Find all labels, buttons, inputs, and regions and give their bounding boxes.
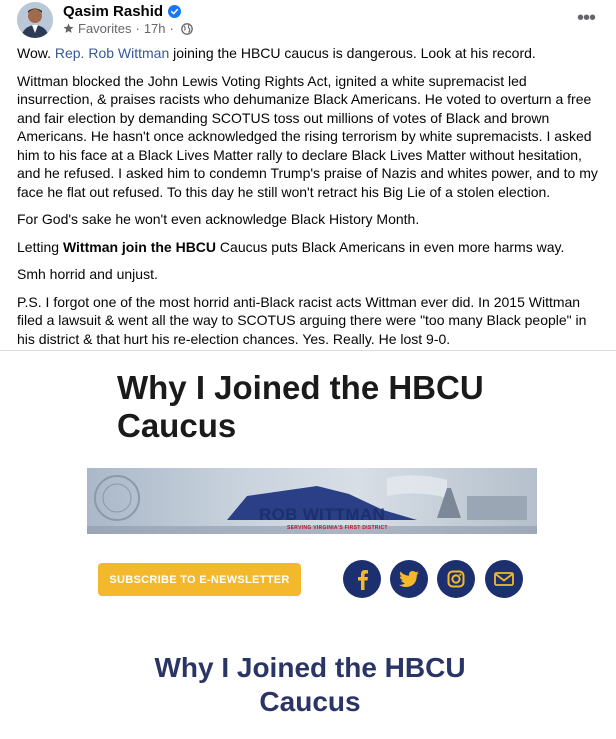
newsletter-heading-line1: Why I Joined the HBCU	[154, 652, 466, 683]
newsletter-heading-line2: Caucus	[259, 686, 361, 717]
newsletter-title-line2: Caucus	[117, 407, 237, 444]
newsletter-title-line1: Why I Joined the HBCU	[117, 369, 484, 406]
facebook-icon[interactable]	[343, 560, 381, 598]
brand-tagline: SERVING VIRGINIA'S FIRST DISTRICT	[287, 525, 388, 531]
post-text-span: Caucus puts Black Americans in even more harms way.	[216, 238, 565, 255]
globe-icon	[181, 23, 193, 35]
post-paragraph-2: Wittman blocked the John Lewis Voting Rights Act, ignited a white supremacist led insurrection, & praises racists who dehumanize Black Americans. He voted to overturn a free and fair election by demanding SCOTUS toss out millions of votes of Black and brown Americans. He hasn't once acknowledged the rising terrorism by white supremacists. I asked him to his face at a Black Lives Matter rally to declare Black Lives Matter without hesitation, and he refused. I asked him to condemn Trump's praise of Nazis and whites power, and to my face he flat out refused. To this day he still won't retract his Big Lie of a stolen election.	[17, 72, 598, 200]
more-options-button[interactable]: •••	[576, 6, 595, 29]
brand-name: ROB WITTMAN	[259, 505, 386, 524]
post-paragraph-5: Smh horrid and unjust.	[17, 266, 158, 282]
post-image[interactable]	[0, 351, 616, 739]
meta-separator: ·	[135, 21, 140, 36]
post-text	[17, 44, 602, 385]
newsletter-banner	[87, 468, 537, 534]
post-header	[0, 0, 616, 40]
star-icon	[63, 23, 74, 34]
post-text-span: joining the HBCU caucus is dangerous. Look at his record.	[169, 45, 536, 61]
twitter-icon[interactable]	[390, 560, 428, 598]
post-paragraph-3: For God's sake he won't even acknowledge Black History Month.	[17, 211, 420, 227]
subscribe-button[interactable]: SUBSCRIBE TO E-NEWSLETTER	[98, 563, 301, 596]
audience-label[interactable]: Favorites	[78, 21, 132, 36]
author-name[interactable]: Qasim Rashid	[63, 3, 164, 20]
instagram-icon[interactable]	[437, 560, 475, 598]
meta-separator-2: ·	[169, 21, 174, 36]
mention-link[interactable]: Rep. Rob Wittman	[54, 45, 170, 61]
post-paragraph-6: P.S. I forgot one of the most horrid anti-Black racist acts Wittman ever did. In 2015 Wittman filed a lawsuit & went all the way to SCOTUS arguing there were "too many Black people" in his district & that hurt his re-election chances. Yes. Really. He lost 9-0.	[17, 293, 587, 347]
post-paragraph-4	[17, 238, 602, 257]
post-paragraph-1	[17, 44, 602, 63]
avatar[interactable]	[17, 2, 53, 38]
email-icon[interactable]	[485, 560, 523, 598]
author-row	[63, 3, 181, 20]
newsletter-heading	[140, 651, 480, 719]
post-text-span: Letting	[17, 238, 63, 255]
bold-text: Wittman join the HBCU	[62, 238, 217, 255]
verified-badge-icon	[168, 5, 181, 18]
post-meta	[63, 21, 193, 36]
post-text-span: Wow.	[17, 45, 55, 61]
post-time[interactable]: 17h	[143, 21, 166, 36]
